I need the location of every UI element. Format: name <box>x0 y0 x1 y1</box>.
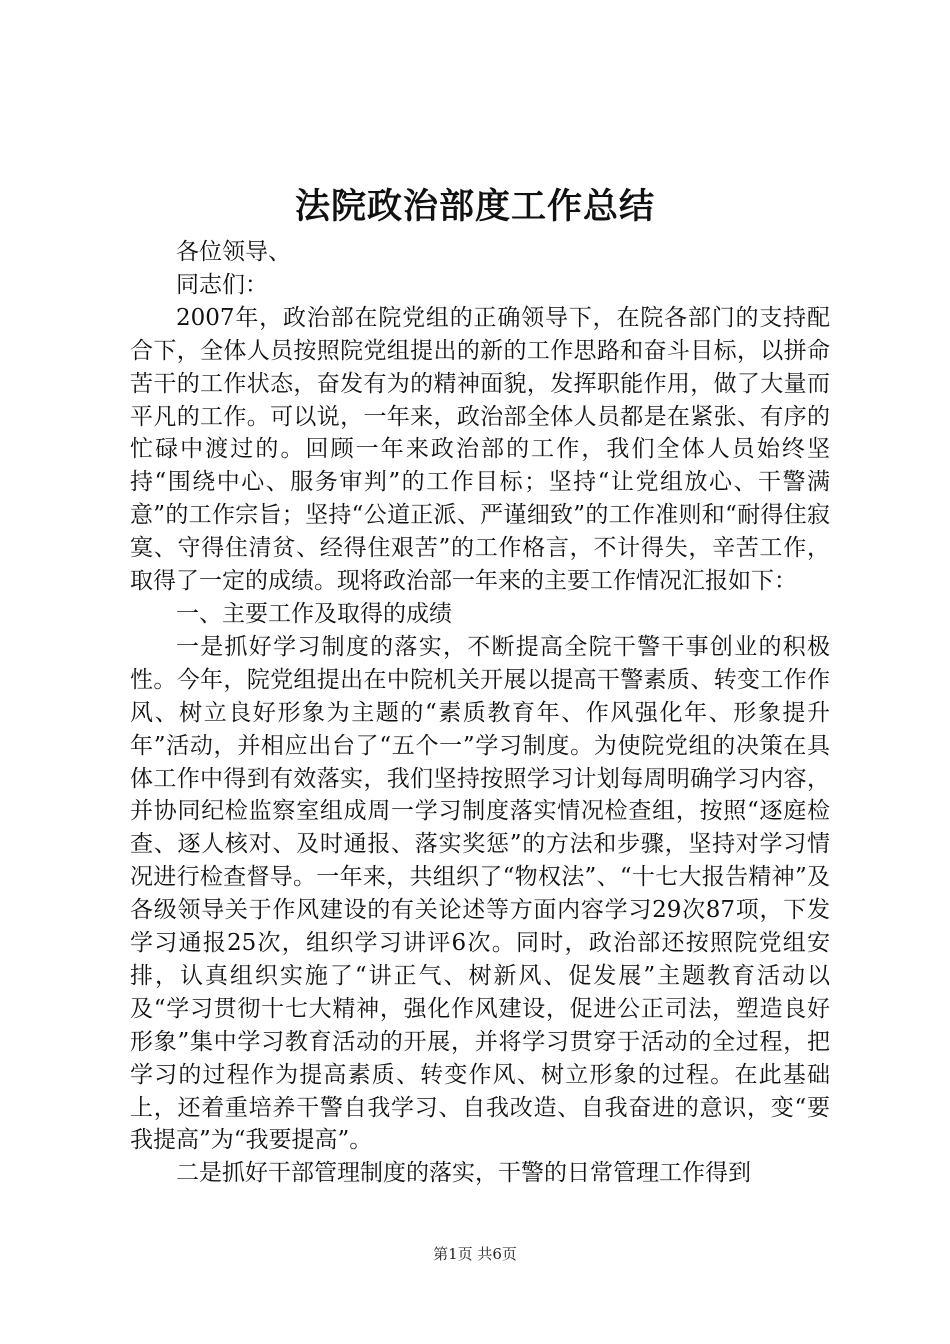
paragraph-cadre-management: 二是抓好干部管理制度的落实，干警的日常管理工作得到 <box>176 1160 751 1187</box>
document-body <box>130 236 830 1190</box>
paragraph-intro: 2007年，政治部在院党组的正确领导下，在院各部门的支持配合下，全体人员按照院党组提出的新的工作思路和奋斗目标，以拼命苦干的工作状态，奋发有为的精神面貌，发挥职能作用，做了大量而平凡的工作。可以说，一年来，政治部全体人员都是在紧张、有序的忙碌中渡过的。回顾一年来政治部的工作，我们全体人员始终坚持“围绕中心、服务审判”的工作目标；坚持“让党组放心、干警满意”的工作宗旨；坚持“公道正派、严谨细致”的工作准则和“耐得住寂寞、守得住清贫、经得住艰苦”的工作格言，不计得失，辛苦工作，取得了一定的成绩。现将政治部一年来的主要工作情况汇报如下： <box>130 304 830 595</box>
section-heading-main-work: 一、主要工作及取得的成绩 <box>176 600 452 627</box>
paragraph-study-system: 一是抓好学习制度的落实，不断提高全院干警干事创业的积极性。今年，院党组提出在中院机关开展以提高干警素质、转变工作作风、树立良好形象为主题的“素质教育年、作风强化年、形象提升年”活动，并相应出台了“五个一”学习制度。为使院党组的决策在具体工作中得到有效落实，我们坚持按照学习计划每周明确学习内容，并协同纪检监察室组成周一学习制度落实情况检查组，按照“逐庭检查、逐人核对、及时通报、落实奖惩”的方法和步骤，坚持对学习情况进行检查督导。一年来，共组织了“物权法”、“十七大报告精神”及各级领导关于作风建设的有关论述等方面内容学习29次87项，下发学习通报25次，组织学习讲评6次。同时，政治部还按照院党组安排，认真组织实施了“讲正气、树新风、促发展”主题教育活动以及“学习贯彻十七大精神，强化作风建设，促进公正司法，塑造良好形象”集中学习教育活动的开展，并将学习贯穿于活动的全过程，把学习的过程作为提高素质、转变作风、树立形象的过程。在此基础上，还着重培养干警自我学习、自我改造、自我奋进的意识，变“要我提高”为“我要提高”。 <box>130 633 830 1154</box>
page-number-footer: 第1页 共6页 <box>433 1245 517 1263</box>
salutation-leaders: 各位领导、 <box>176 239 291 265</box>
salutation-comrades: 同志们： <box>176 271 268 298</box>
document-title: 法院政治部度工作总结 <box>294 186 655 227</box>
